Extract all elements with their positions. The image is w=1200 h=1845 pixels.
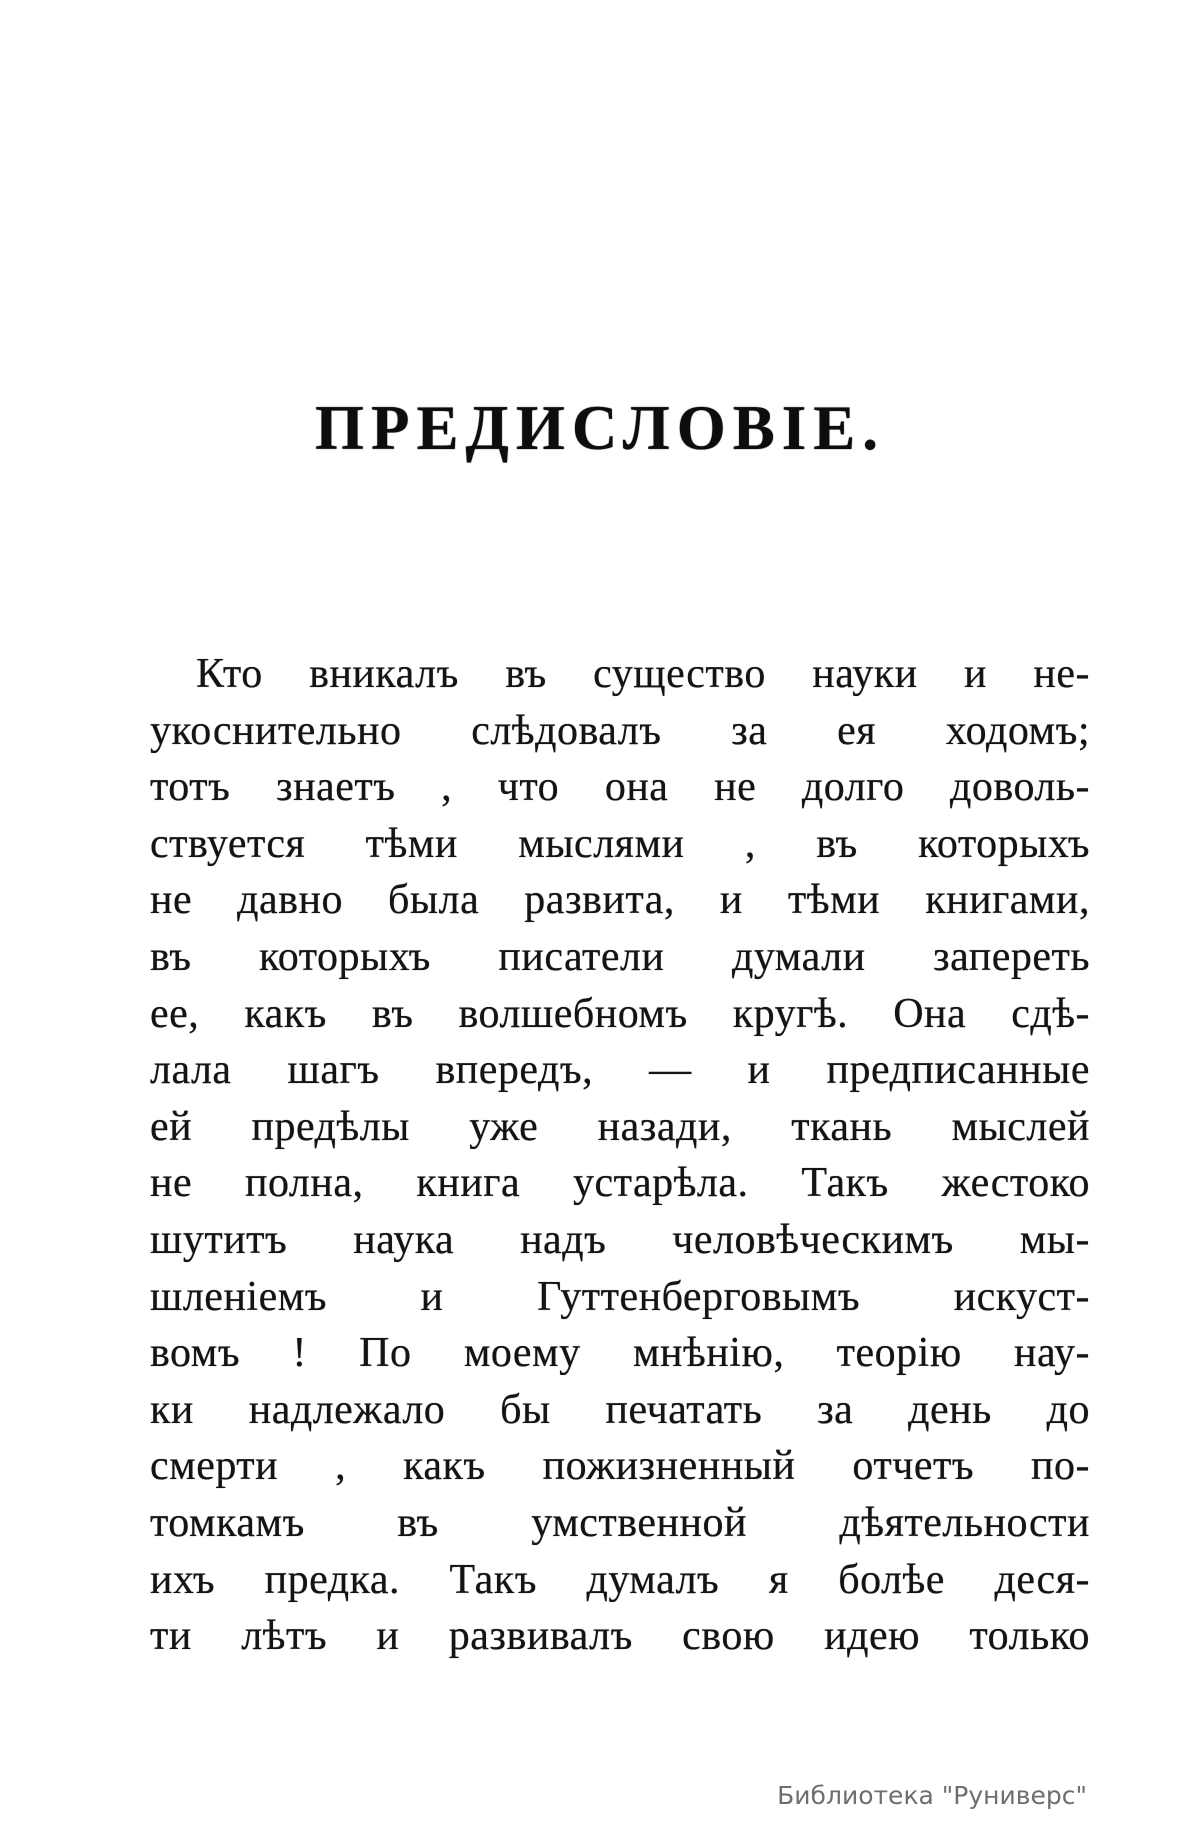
text-line: шутитъ наука надъ человѣческимъ мы-	[150, 1216, 1090, 1263]
text-line: ки надлежало бы печатать за день до	[150, 1386, 1090, 1433]
text-line: ее, какъ въ волшебномъ кругѣ. Она сдѣ-	[150, 990, 1090, 1037]
text-line: Кто вникалъ въ существо науки и не-	[196, 651, 1090, 697]
text-line: тотъ знаетъ , что она не долго доволь-	[150, 764, 1090, 811]
text-line: въ которыхъ писатели думали запереть	[150, 933, 1090, 980]
text-line: не давно была развита, и тѣми книгами,	[150, 877, 1090, 924]
text-line: ей предѣлы уже назади, ткань мыслей	[150, 1103, 1090, 1150]
text-line: ихъ предка. Такъ думалъ я болѣе деся-	[150, 1556, 1090, 1603]
body-text-block	[150, 646, 1090, 1665]
text-line: не полна, книга устарѣла. Такъ жестоко	[150, 1160, 1090, 1207]
text-line: укоснительно слѣдовалъ за ея ходомъ;	[150, 707, 1090, 754]
text-line: ствуется тѣми мыслями , въ которыхъ	[150, 820, 1090, 867]
text-line: лала шагъ впередъ, — и предписанные	[150, 1047, 1090, 1094]
text-line: ти лѣтъ и развивалъ свою идею только	[150, 1613, 1090, 1660]
page-title: ПРЕДИСЛОВІЕ.	[314, 393, 886, 463]
text-line: шленіемъ и Гуттенберговымъ искуст-	[150, 1273, 1090, 1320]
text-line: вомъ ! По моему мнѣнію, теорію нау-	[150, 1330, 1090, 1377]
text-line: смерти , какъ пожизненный отчетъ по-	[150, 1443, 1090, 1490]
text-line: томкамъ въ умственной дѣятельности	[150, 1499, 1090, 1546]
library-watermark: Библиотека "Руниверс"	[777, 1781, 1087, 1810]
